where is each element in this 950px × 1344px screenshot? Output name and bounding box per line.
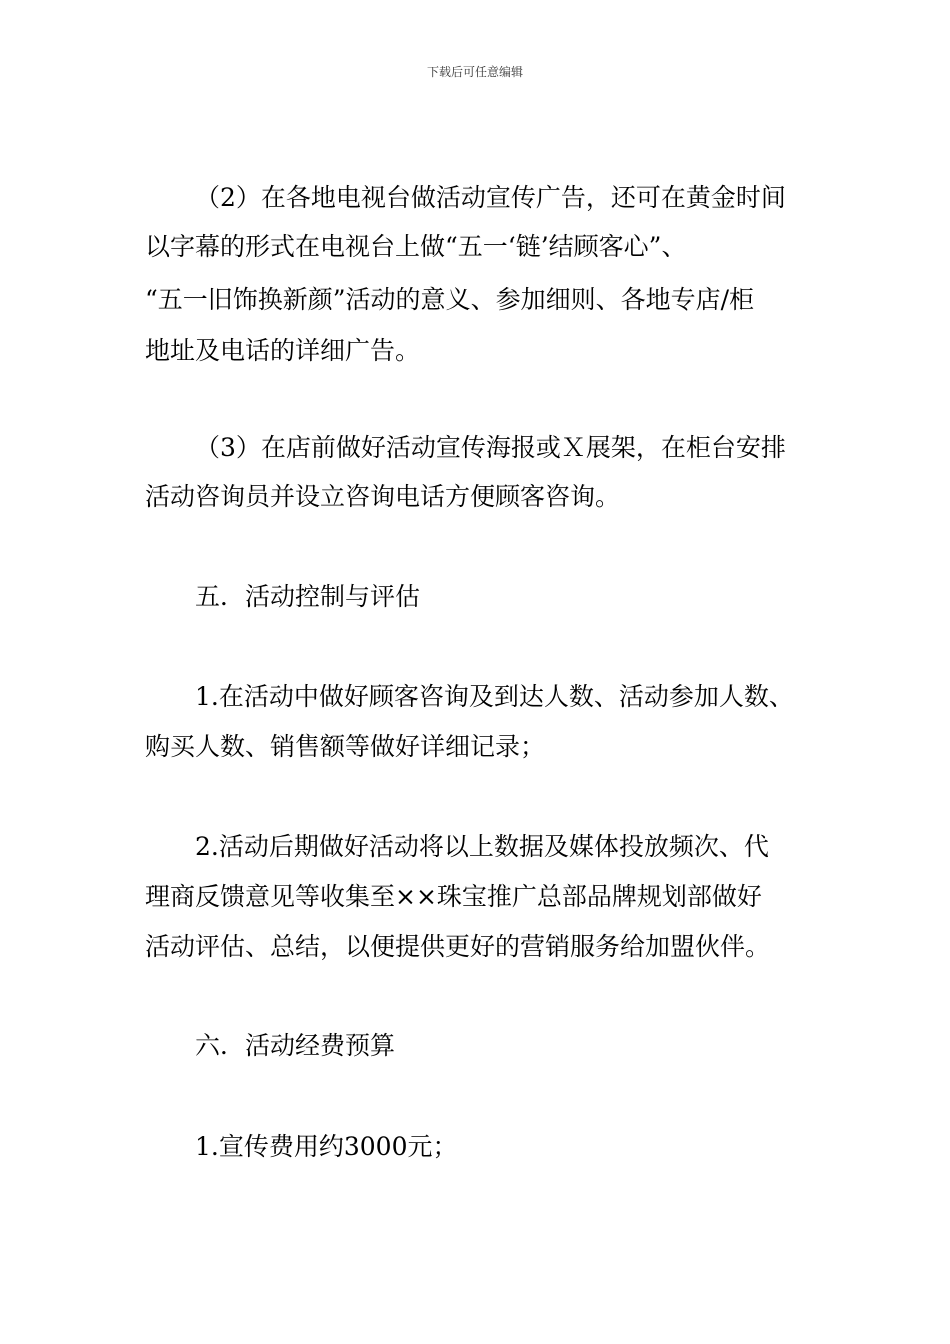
paragraph-2-line-1: （2）在各地电视台做活动宣传广告，还可在黄金时间 [195, 183, 786, 212]
section-5-item-2-line-1: 2.活动后期做好活动将以上数据及媒体投放频次、代 [195, 832, 769, 861]
paragraph-2-line-2: 以字幕的形式在电视台上做“五一‘链’结顾客心”、 [145, 232, 687, 261]
section-5-item-2-line-3: 活动评估、总结，以便提供更好的营销服务给加盟伙伴。 [145, 932, 771, 961]
section-5-heading: 五．活动控制与评估 [195, 582, 421, 611]
paragraph-2-line-3: “五一旧饰换新颜”活动的意义、参加细则、各地专店/柜 [145, 285, 754, 314]
section-5-item-2-line-2: 理商反馈意见等收集至××珠宝推广总部品牌规划部做好 [145, 882, 762, 911]
section-6-item-1: 1.宣传费用约3000元； [195, 1132, 458, 1161]
paragraph-2-line-4: 地址及电话的详细广告。 [145, 336, 421, 365]
section-6-heading: 六．活动经费预算 [195, 1031, 396, 1060]
section-5-item-1-line-1: 1.在活动中做好顾客咨询及到达人数、活动参加人数、 [195, 682, 794, 711]
page-header: 下载后可任意编辑 [426, 65, 523, 79]
section-5-item-1-line-2: 购买人数、销售额等做好详细记录； [145, 732, 546, 761]
paragraph-3-line-1: （3）在店前做好活动宣传海报或Ｘ展架，在柜台安排 [195, 433, 786, 462]
paragraph-3-line-2: 活动咨询员并设立咨询电话方便顾客咨询。 [145, 482, 621, 511]
